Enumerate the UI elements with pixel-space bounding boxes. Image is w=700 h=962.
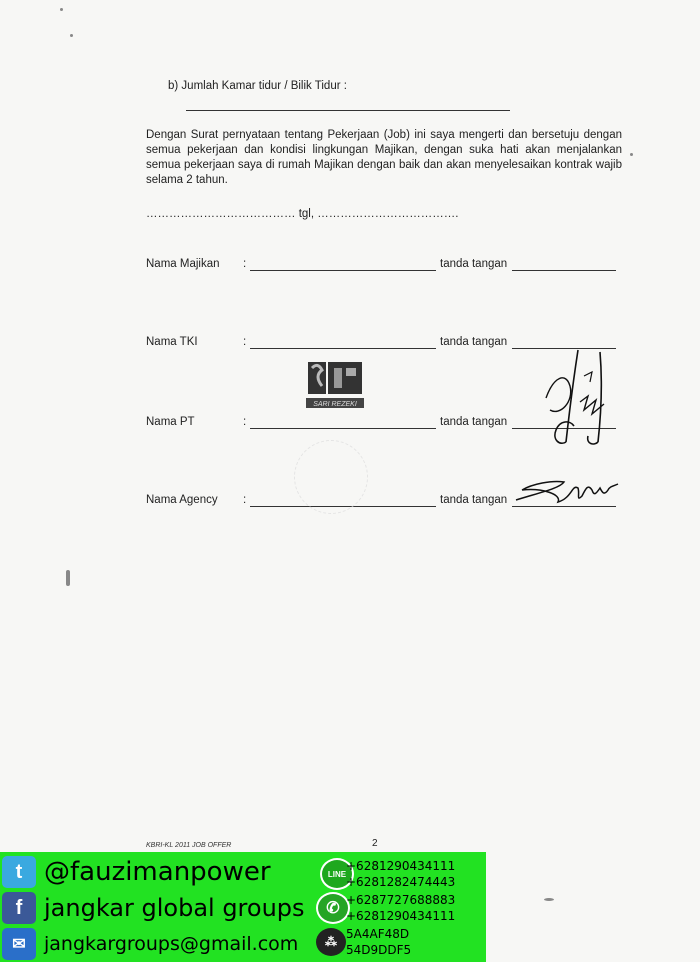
twitter-icon: t <box>2 856 36 888</box>
row-colon: : <box>243 258 247 270</box>
line-icon: LINE <box>320 858 354 890</box>
email-row <box>0 926 298 962</box>
row-colon: : <box>243 494 247 506</box>
faint-seal-imprint <box>294 440 368 514</box>
row-colon: : <box>243 336 247 348</box>
facebook-icon: f <box>2 892 36 924</box>
row-label: Nama Majikan <box>146 258 220 270</box>
scan-speck <box>544 898 554 901</box>
page-number: 2 <box>372 838 378 849</box>
signature-line <box>512 506 616 507</box>
scan-speck <box>60 8 63 11</box>
twitter-handle[interactable]: @fauzimanpower <box>44 857 271 887</box>
bbm-pin-1[interactable]: 5A4AF48D <box>346 927 410 941</box>
bbm-pin-2[interactable]: 54D9DDF5 <box>346 943 412 957</box>
facebook-row <box>0 890 305 926</box>
signature-label: tanda tangan <box>440 258 508 270</box>
handwritten-signature-pt <box>540 346 620 450</box>
twitter-row <box>0 854 271 890</box>
stamp-text: SARI REZEKI <box>313 401 357 408</box>
scan-speck <box>70 34 73 37</box>
signature-label: tanda tangan <box>440 416 508 428</box>
contact-numbers <box>346 858 486 958</box>
email-address[interactable]: jangkargroups@gmail.com <box>44 933 299 955</box>
item-b-fill-line <box>186 110 510 111</box>
row-label: Nama TKI <box>146 336 198 348</box>
line-phone-1[interactable]: +6281290434111 <box>346 859 456 873</box>
facebook-name[interactable]: jangkar global groups <box>44 894 305 922</box>
whatsapp-icon: ✆ <box>316 892 350 924</box>
email-icon: ✉ <box>2 928 36 960</box>
line-phone-2[interactable]: +6281282474443 <box>346 875 456 889</box>
scan-speck <box>66 570 70 586</box>
row-label: Nama PT <box>146 416 195 428</box>
whatsapp-phone-1[interactable]: +6287727688883 <box>346 893 456 907</box>
name-fill-line <box>250 428 436 429</box>
name-fill-line <box>250 270 436 271</box>
bbm-icon: ⁂ <box>316 928 346 956</box>
scan-speck <box>630 153 633 156</box>
row-majikan <box>146 258 626 274</box>
whatsapp-phone-2[interactable]: +6281290434111 <box>346 909 456 923</box>
item-b-label: b) Jumlah Kamar tidur / Bilik Tidur : <box>168 80 347 92</box>
company-stamp-logo <box>304 358 366 410</box>
signature-label: tanda tangan <box>440 494 508 506</box>
signature-line <box>512 270 616 271</box>
name-fill-line <box>250 348 436 349</box>
signature-label: tanda tangan <box>440 336 508 348</box>
statement-paragraph: Dengan Surat pernyataan tentang Pekerjaan (Job) ini saya mengerti dan bersetuju dengan semua pekerjaan dan kondisi lingkungan Majikan, dengan suka hati akan menjalankan semua pekerjaan saya di rumah Majikan dengan baik dan akan menyelesaikan kontrak wajib selama 2 tahun. <box>146 129 622 186</box>
handwritten-signature-agency <box>512 474 624 506</box>
row-label: Nama Agency <box>146 494 218 506</box>
date-line: ………………………………… tgl, ………………………………. <box>146 208 459 220</box>
row-colon: : <box>243 416 247 428</box>
footer-document-id: KBRI-KL 2011 JOB OFFER <box>146 842 232 849</box>
